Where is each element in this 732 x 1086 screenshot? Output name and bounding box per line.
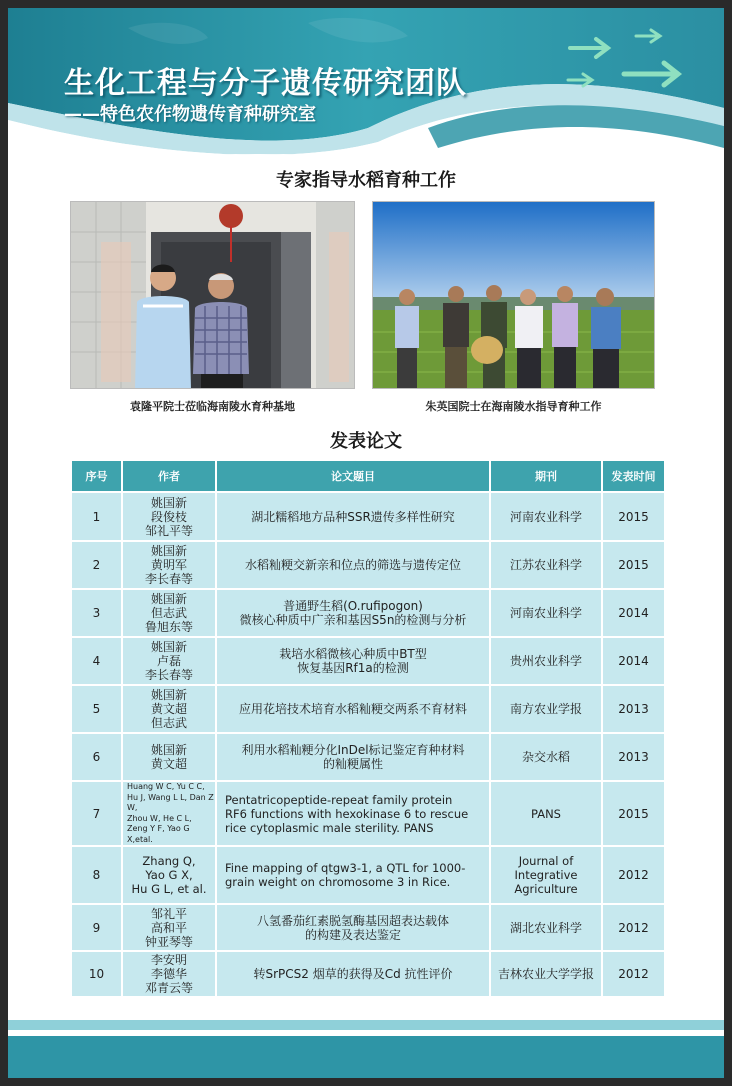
table-row bbox=[72, 493, 664, 540]
header-no: 序号 bbox=[72, 461, 121, 491]
footer-band bbox=[8, 1020, 724, 1078]
cell-author: 姚国新 黄明军 李长春等 bbox=[123, 542, 215, 588]
cell-year: 2013 bbox=[603, 686, 664, 732]
cell-journal: 湖北农业科学 bbox=[491, 905, 601, 950]
cell-title: 栽培水稻微核心种质中BT型 恢复基因Rf1a的检测 bbox=[217, 638, 489, 684]
cell-no: 5 bbox=[72, 686, 121, 732]
cell-no: 1 bbox=[72, 493, 121, 540]
cell-no: 8 bbox=[72, 847, 121, 903]
cell-author: Zhang Q, Yao G X, Hu G L, et al. bbox=[123, 847, 215, 903]
table-row bbox=[72, 952, 664, 996]
cell-year: 2015 bbox=[603, 542, 664, 588]
section-title-expert: 专家指导水稻育种工作 bbox=[276, 170, 456, 191]
photo-yuan-longping bbox=[70, 201, 355, 389]
cell-year: 2014 bbox=[603, 638, 664, 684]
papers-table bbox=[70, 459, 666, 998]
cell-journal: 河南农业科学 bbox=[491, 590, 601, 636]
photo-caption-1: 袁隆平院士莅临海南陵水育种基地 bbox=[130, 400, 295, 413]
header-author: 作者 bbox=[123, 461, 215, 491]
cell-title: 利用水稻籼粳分化InDel标记鉴定育种材料 的籼粳属性 bbox=[217, 734, 489, 780]
table-row bbox=[72, 847, 664, 903]
header-title: 生化工程与分子遗传研究团队 bbox=[64, 66, 467, 101]
table-row bbox=[72, 782, 664, 845]
cell-title: 普通野生稻(O.rufipogon) 微核心种质中广亲和基因S5n的检测与分析 bbox=[217, 590, 489, 636]
cell-author: 姚国新 黄文超 但志武 bbox=[123, 686, 215, 732]
cell-title: Fine mapping of qtgw3-1, a QTL for 1000- grain weight on chromosome 3 in Rice. bbox=[217, 847, 489, 903]
header-journal: 期刊 bbox=[491, 461, 601, 491]
table-row bbox=[72, 542, 664, 588]
cell-year: 2012 bbox=[603, 847, 664, 903]
table-row bbox=[72, 590, 664, 636]
cell-year: 2012 bbox=[603, 952, 664, 996]
header-band bbox=[8, 8, 724, 158]
table-row bbox=[72, 686, 664, 732]
cell-year: 2013 bbox=[603, 734, 664, 780]
cell-author: 姚国新 卢磊 李长春等 bbox=[123, 638, 215, 684]
cell-no: 3 bbox=[72, 590, 121, 636]
section-title-papers: 发表论文 bbox=[330, 431, 402, 452]
cell-journal: 江苏农业科学 bbox=[491, 542, 601, 588]
table-row bbox=[72, 638, 664, 684]
cell-author: Huang W C, Yu C C, Hu J, Wang L L, Dan Z W, Zhou W, He C L, Zeng Y F, Yao G X,etal. bbox=[123, 782, 215, 845]
header-title: 论文题目 bbox=[217, 461, 489, 491]
cell-title: 水稻籼粳交新亲和位点的筛选与遗传定位 bbox=[217, 542, 489, 588]
papers-table-wrapper bbox=[70, 459, 662, 998]
header-subtitle: ——特色农作物遗传育种研究室 bbox=[64, 104, 316, 125]
photo-caption-2: 朱英国院士在海南陵水指导育种工作 bbox=[425, 400, 602, 413]
cell-no: 4 bbox=[72, 638, 121, 684]
cell-journal: 吉林农业大学学报 bbox=[491, 952, 601, 996]
photo-zhu-yingguo bbox=[372, 201, 655, 389]
cell-author: 姚国新 但志武 鲁旭东等 bbox=[123, 590, 215, 636]
cell-title: 转SrPCS2 烟草的获得及Cd 抗性评价 bbox=[217, 952, 489, 996]
cell-no: 7 bbox=[72, 782, 121, 845]
poster bbox=[8, 8, 724, 1078]
cell-author: 姚国新 段俊枝 邹礼平等 bbox=[123, 493, 215, 540]
cell-no: 6 bbox=[72, 734, 121, 780]
cell-year: 2012 bbox=[603, 905, 664, 950]
cell-title: 应用花培技术培育水稻籼粳交两系不育材料 bbox=[217, 686, 489, 732]
cell-title: Pentatricopeptide-repeat family protein RF6 functions with hexokinase 6 to rescue rice cytoplasmic male sterility. PANS bbox=[217, 782, 489, 845]
cell-year: 2015 bbox=[603, 782, 664, 845]
cell-no: 9 bbox=[72, 905, 121, 950]
cell-author: 姚国新 黄文超 bbox=[123, 734, 215, 780]
cell-author: 李安明 李德华 邓青云等 bbox=[123, 952, 215, 996]
cell-year: 2015 bbox=[603, 493, 664, 540]
table-row bbox=[72, 905, 664, 950]
cell-no: 2 bbox=[72, 542, 121, 588]
cell-journal: 杂交水稻 bbox=[491, 734, 601, 780]
cell-title: 八氢番茄红素脱氢酶基因超表达载体 的构建及表达鉴定 bbox=[217, 905, 489, 950]
table-row bbox=[72, 734, 664, 780]
cell-journal: 南方农业学报 bbox=[491, 686, 601, 732]
cell-journal: PANS bbox=[491, 782, 601, 845]
cell-journal: Journal of Integrative Agriculture bbox=[491, 847, 601, 903]
table-header-row bbox=[72, 461, 664, 491]
cell-title: 湖北糯稻地方品种SSR遗传多样性研究 bbox=[217, 493, 489, 540]
cell-year: 2014 bbox=[603, 590, 664, 636]
header-year: 发表时间 bbox=[603, 461, 664, 491]
cell-author: 邹礼平 高和平 钟亚琴等 bbox=[123, 905, 215, 950]
cell-journal: 贵州农业科学 bbox=[491, 638, 601, 684]
cell-journal: 河南农业科学 bbox=[491, 493, 601, 540]
cell-no: 10 bbox=[72, 952, 121, 996]
